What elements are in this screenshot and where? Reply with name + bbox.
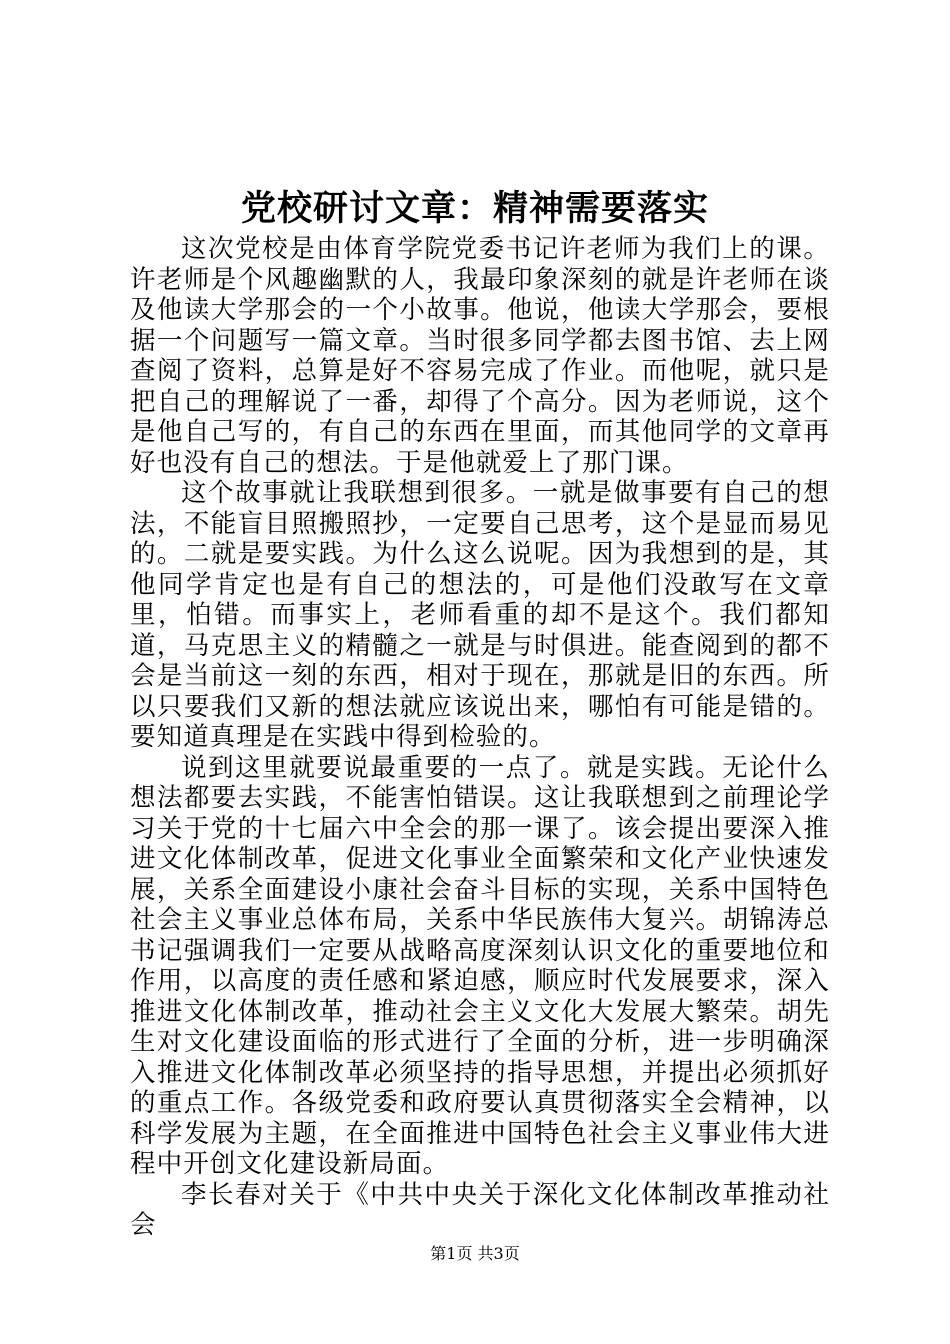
document-title: 党校研讨文章：精神需要落实 (240, 188, 709, 229)
paragraph-2: 这个故事就让我联想到很多。一就是做事要有自己的想法，不能盲目照搬照抄，一定要自己思考，这个是显而易见的。二就是要实践。为什么这么说呢。因为我想到的是，其他同学肯定也是有自己的想法的，可是他们没敢写在文章里，怕错。而事实上，老师看重的却不是这个。我们都知道，马克思主义的精髓之一就是与时俱进。能查阅到的都不会是当前这一刻的东西，相对于现在，那就是旧的东西。所以只要我们又新的想法就应该说出来，哪怕有可能是错的。要知道真理是在实践中得到检验的。 (130, 478, 830, 752)
page-footer (0, 1244, 950, 1264)
paragraph-4: 李长春对关于《中共中央关于深化文化体制改革推动社会 (130, 1179, 830, 1240)
paragraph-3: 说到这里就要说最重要的一点了。就是实践。无论什么想法都要去实践，不能害怕错误。这让我联想到之前理论学习关于党的十七届六中全会的那一课了。该会提出要深入推进文化体制改革，促进文化事业全面繁荣和文化产业快速发展，关系全面建设小康社会奋斗目标的实现，关系中国特色社会主义事业总体布局，关系中华民族伟大复兴。胡锦涛总书记强调我们一定要从战略高度深刻认识文化的重要地位和作用，以高度的责任感和紧迫感，顺应时代发展要求，深入推进文化体制改革，推动社会主义文化大发展大繁荣。胡先生对文化建设面临的形式进行了全面的分析，进一步明确深入推进文化体制改革必须坚持的指导思想，并提出必须抓好的重点工作。各级党委和政府要认真贯彻落实全会精神，以科学发展为主题，在全面推进中国特色社会主义事业伟大进程中开创文化建设新局面。 (130, 752, 830, 1179)
page-number-label: 第1页 共3页 (430, 1244, 520, 1263)
document-body (130, 234, 830, 1241)
paragraph-1: 这次党校是由体育学院党委书记许老师为我们上的课。许老师是个风趣幽默的人，我最印象深刻的就是许老师在谈及他读大学那会的一个小故事。他说，他读大学那会，要根据一个问题写一篇文章。当时很多同学都去图书馆、去上网查阅了资料，总算是好不容易完成了作业。而他呢，就只是把自己的理解说了一番，却得了个高分。因为老师说，这个是他自己写的，有自己的东西在里面，而其他同学的文章再好也没有自己的想法。于是他就爱上了那门课。 (130, 234, 830, 478)
